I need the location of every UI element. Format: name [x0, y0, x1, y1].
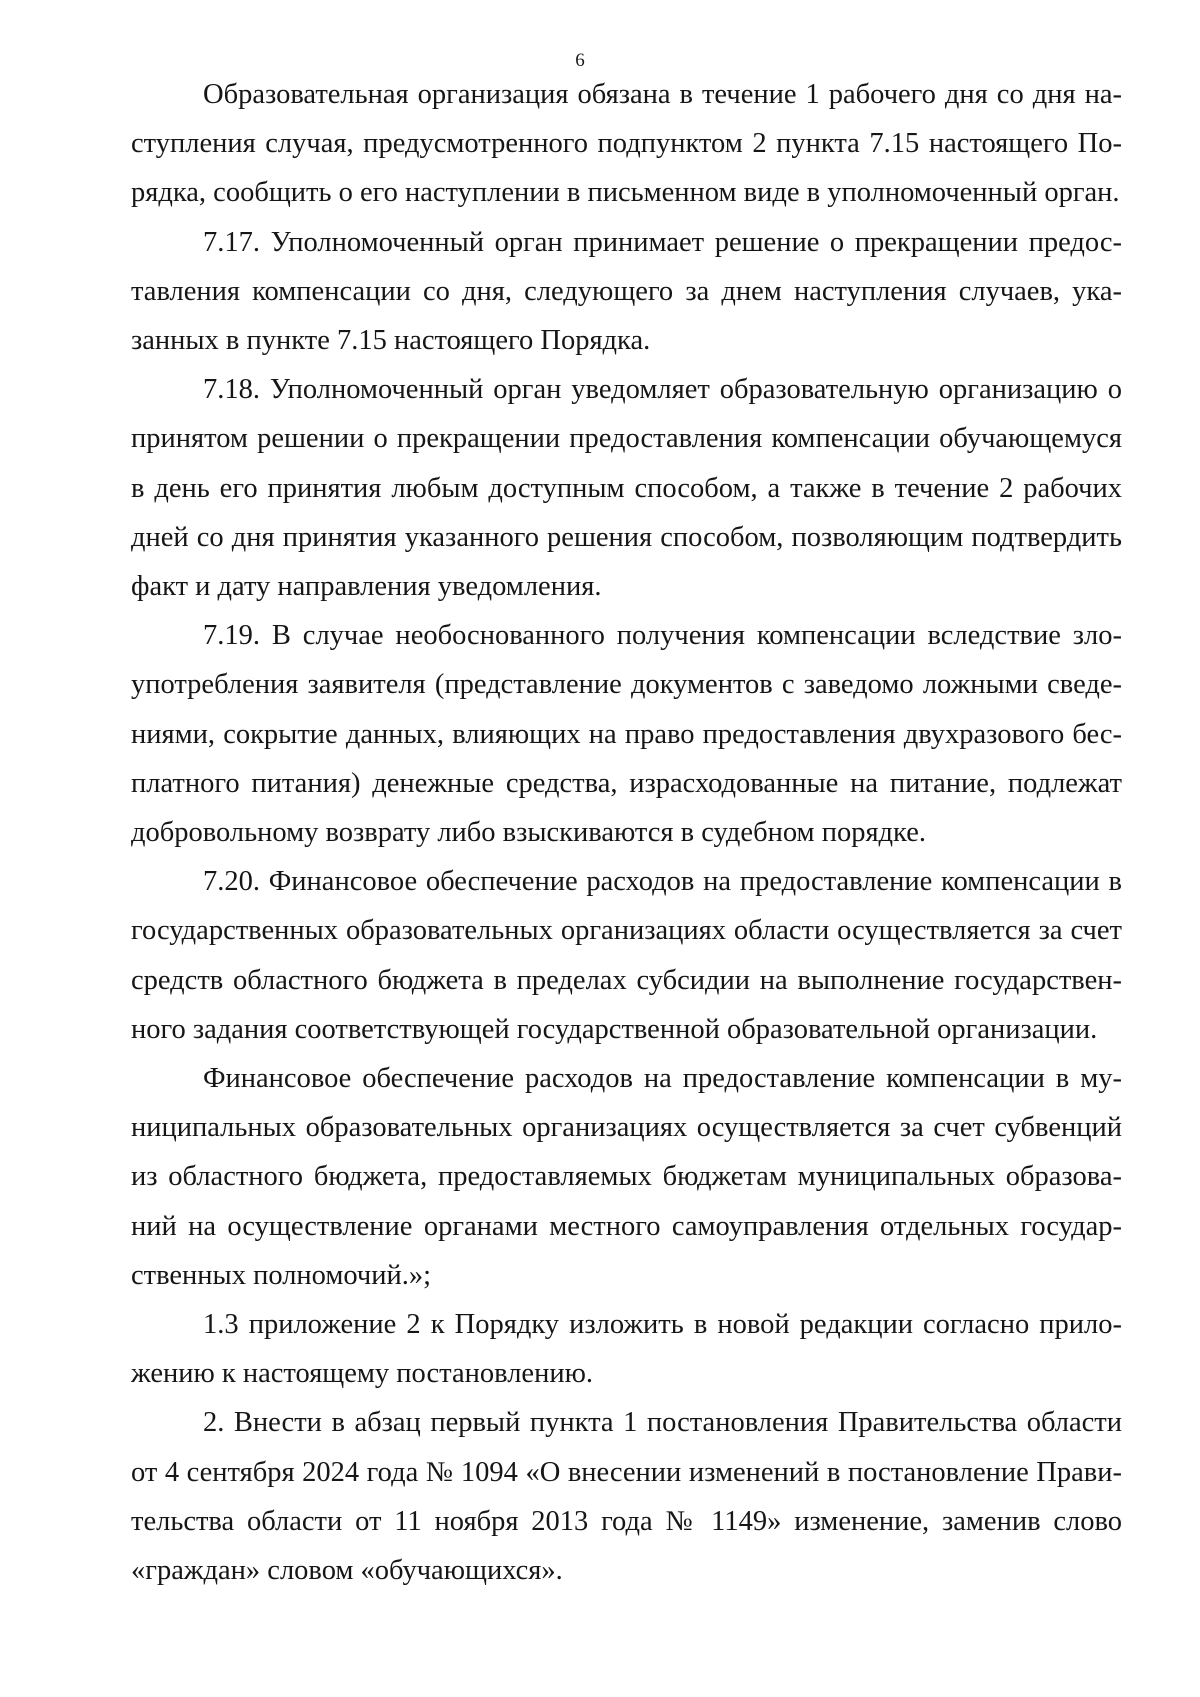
document-body [131, 70, 1122, 1595]
paragraph-7-20: 7.20. Финансовое обеспечение расходов на предоставление компенсации в государственных образовательных организациях области осуществляется за счет средств областного бюджета в пределах субсидии на выполнение государственного задания соответствующей государственной образовательной организации. [131, 866, 1122, 1045]
paragraph-notification-duty: Образовательная организация обязана в течение 1 рабочего дня со дня наступления случая, предусмотренного подпунктом 2 пункта 7.15 настоящего Порядка, сообщить о его наступлении в письменном виде в уполномоченный орган. [131, 79, 1122, 209]
page-number: 6 [575, 50, 585, 71]
paragraph-7-18: 7.18. Уполномоченный орган уведомляет образовательную организацию о принятом решении о прекращении предоставления компенсации обучающемуся в день его принятия любым доступным способом, а также в течение 2 рабочих дней со дня принятия указанного решения способом, позволяющим подтвердить факт и дату направления уведомления. [131, 374, 1122, 603]
paragraph-7-19: 7.19. В случае необоснованного получения компенсации вследствие злоупотребления заявителя (представление документов с заведомо ложными сведениями, сокрытие данных, влияющих на право предоставления двухразового бесплатного питания) денежные средства, израсходованные на питание, подлежат добровольному возврату либо взыскиваются в судебном порядке. [131, 620, 1122, 849]
paragraph-1-3: 1.3 приложение 2 к Порядку изложить в новой редакции согласно приложению к настоящему постановлению. [131, 1309, 1122, 1390]
paragraph-2: 2. Внести в абзац первый пункта 1 постановления Правительства области от 4 сентября 2024 года № 1094 «О внесении изменений в постановление Правительства области от 11 ноября 2013 года № 1149» изменение, заменив слово «граждан» словом «обучающихся». [131, 1407, 1122, 1587]
paragraph-7-17: 7.17. Уполномоченный орган принимает решение о прекращении предоставления компенсации со дня, следующего за днем наступления случаев, указанных в пункте 7.15 настоящего Порядка. [131, 226, 1122, 357]
paragraph-municipal-financing: Финансовое обеспечение расходов на предоставление компенсации в муниципальных образовательных организациях осуществляется за счет субвенций из областного бюджета, предоставляемых бюджетам муниципальных образований на осуществление органами местного самоуправления отдельных государственных полномочий.»; [131, 1063, 1122, 1291]
